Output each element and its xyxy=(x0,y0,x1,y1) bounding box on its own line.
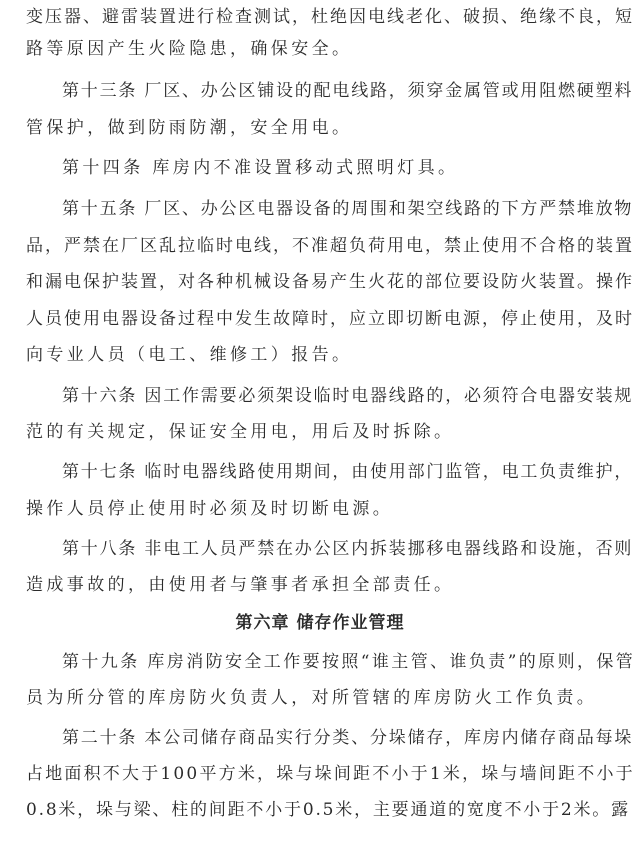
text-line: 人员使用电器设备过程中发生故障时，应立即切断电源，停止使用，及时 xyxy=(26,309,634,329)
text-line: 员为所分管的库房防火负责人，对所管辖的库房防火工作负责。 xyxy=(26,688,598,708)
article-14-line: 第十四条 库房内不准设置移动式照明灯具。 xyxy=(62,158,459,178)
text-line: 品，严禁在厂区乱拉临时电线，不准超负荷用电，禁止使用不合格的装置 xyxy=(26,236,634,256)
text-line: 管保护，做到防雨防潮，安全用电。 xyxy=(26,118,353,138)
text-line: 操作人员停止使用时必须及时切断电源。 xyxy=(26,499,394,519)
article-13-line: 第十三条 厂区、办公区铺设的配电线路，须穿金属管或用阻燃硬塑料 xyxy=(62,81,634,101)
text-line: 范的有关规定，保证安全用电，用后及时拆除。 xyxy=(26,422,455,442)
text-line: 0.8米，垛与梁、柱的间距不小于0.5米，主要通道的宽度不小于2米。露 xyxy=(26,800,630,820)
text-line: 变压器、避雷装置进行检查测试，杜绝因电线老化、破损、绝缘不良，短 xyxy=(26,7,634,27)
article-19-line: 第十九条 库房消防安全工作要按照“谁主管、谁负责”的原则，保管 xyxy=(62,652,636,672)
article-18-line: 第十八条 非电工人员严禁在办公区内拆装挪移电器线路和设施，否则 xyxy=(62,539,634,559)
text-line: 造成事故的，由使用者与肇事者承担全部责任。 xyxy=(26,575,455,595)
article-20-line: 第二十条 本公司储存商品实行分类、分垛储存，库房内储存商品每垛 xyxy=(62,728,634,748)
article-16-line: 第十六条 因工作需要必须架设临时电器线路的，必须符合电器安装规 xyxy=(62,386,634,406)
text-line: 路等原因产生火险隐患，确保安全。 xyxy=(26,39,353,59)
chapter-title: 第六章 储存作业管理 xyxy=(235,613,405,633)
text-line: 占地面积不大于100平方米，垛与垛间距不小于1米，垛与墙间距不小于 xyxy=(26,764,635,784)
article-15-line: 第十五条 厂区、办公区电器设备的周围和架空线路的下方严禁堆放物 xyxy=(62,199,634,219)
article-17-line: 第十七条 临时电器线路使用期间，由使用部门监管，电工负责维护， xyxy=(62,462,634,482)
text-line: 和漏电保护装置，对各种机械设备易产生火花的部位要设防火装置。操作 xyxy=(26,272,634,292)
text-line: 向专业人员（电工、维修工）报告。 xyxy=(26,345,353,365)
